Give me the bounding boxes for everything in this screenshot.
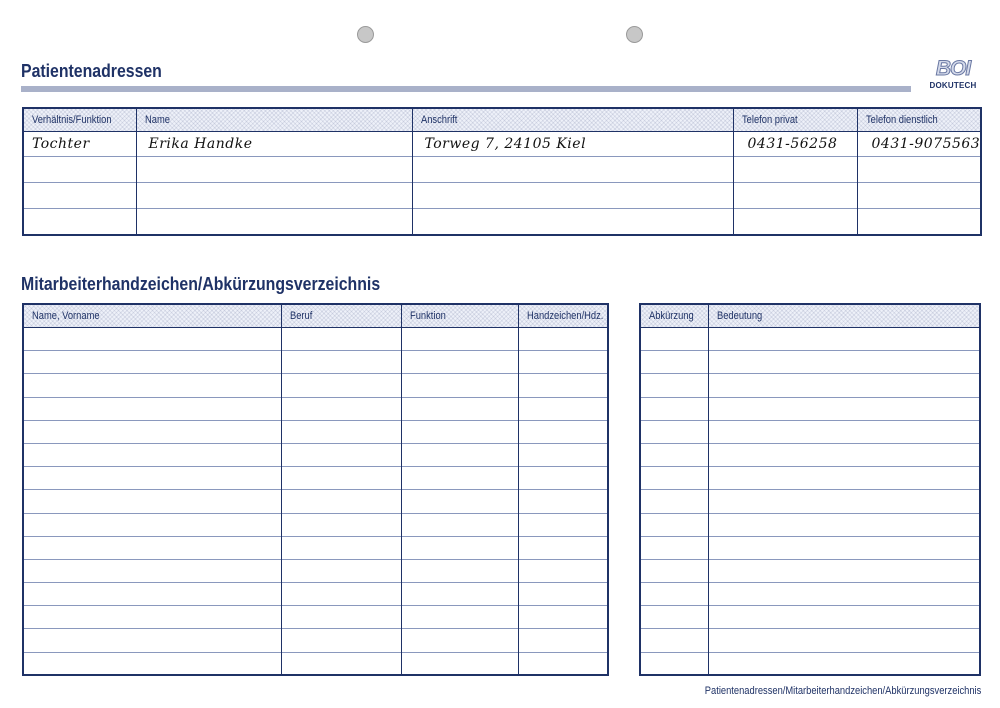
cell-function[interactable]	[401, 629, 518, 652]
cell-relationship[interactable]	[23, 157, 136, 183]
brand-logo	[924, 58, 982, 96]
cell-function[interactable]	[401, 559, 518, 582]
cell-initials[interactable]	[518, 606, 608, 629]
table-row	[640, 420, 980, 443]
table-row	[640, 559, 980, 582]
table-row	[23, 397, 608, 420]
cell-abbreviation[interactable]	[640, 374, 708, 397]
table-row	[640, 467, 980, 490]
cell-meaning[interactable]	[708, 397, 980, 420]
cell-initials[interactable]	[518, 374, 608, 397]
table-row	[23, 490, 608, 513]
cell-address[interactable]	[412, 209, 733, 235]
cell-function[interactable]	[401, 490, 518, 513]
cell-initials[interactable]	[518, 513, 608, 536]
cell-phone-private[interactable]	[733, 183, 857, 209]
cell-profession[interactable]	[281, 328, 401, 351]
cell-abbreviation[interactable]	[640, 467, 708, 490]
cell-initials[interactable]	[518, 328, 608, 351]
column-header-meaning: Bedeutung	[708, 304, 980, 328]
cell-abbreviation[interactable]	[640, 490, 708, 513]
table-row	[640, 629, 980, 652]
cell-phone-private[interactable]: 0431-56258	[733, 132, 857, 157]
cell-abbreviation[interactable]	[640, 583, 708, 606]
cell-profession[interactable]	[281, 397, 401, 420]
cell-phone-private[interactable]	[733, 157, 857, 183]
column-header-relationship: Verhältnis/Funktion	[23, 108, 136, 132]
cell-profession[interactable]	[281, 467, 401, 490]
table-row	[640, 374, 980, 397]
cell-meaning[interactable]	[708, 443, 980, 466]
cell-initials[interactable]	[518, 351, 608, 374]
cell-function[interactable]	[401, 443, 518, 466]
cell-address[interactable]: Torweg 7, 24105 Kiel	[412, 132, 733, 157]
cell-meaning[interactable]	[708, 629, 980, 652]
cell-meaning[interactable]	[708, 374, 980, 397]
cell-name[interactable]: Erika Handke	[136, 132, 412, 157]
cell-profession[interactable]	[281, 652, 401, 675]
cell-phone-business[interactable]	[857, 157, 981, 183]
cell-initials[interactable]	[518, 467, 608, 490]
table-row	[23, 606, 608, 629]
cell-meaning[interactable]	[708, 328, 980, 351]
cell-phone-private[interactable]	[733, 209, 857, 235]
table-row	[23, 374, 608, 397]
table-row	[640, 397, 980, 420]
column-header-full-name: Name, Vorname	[23, 304, 281, 328]
cell-abbreviation[interactable]	[640, 420, 708, 443]
table-row	[23, 583, 608, 606]
cell-function[interactable]	[401, 652, 518, 675]
table-header-row	[23, 304, 608, 328]
cell-full-name[interactable]	[23, 397, 281, 420]
table-row	[23, 443, 608, 466]
cell-address[interactable]	[412, 183, 733, 209]
cell-full-name[interactable]	[23, 536, 281, 559]
cell-abbreviation[interactable]	[640, 443, 708, 466]
cell-initials[interactable]	[518, 629, 608, 652]
cell-profession[interactable]	[281, 559, 401, 582]
cell-initials[interactable]	[518, 490, 608, 513]
table-row	[23, 328, 608, 351]
cell-initials[interactable]	[518, 443, 608, 466]
cell-full-name[interactable]	[23, 490, 281, 513]
section-title-staff-abbreviations: Mitarbeiterhandzeichen/Abkürzungsverzeichnis	[21, 274, 381, 294]
table-row	[23, 209, 981, 235]
column-header-function: Funktion	[401, 304, 518, 328]
table-row	[23, 652, 608, 675]
cell-profession[interactable]	[281, 536, 401, 559]
cell-function[interactable]	[401, 583, 518, 606]
cell-function[interactable]	[401, 328, 518, 351]
table-row	[23, 559, 608, 582]
title-rule-bar	[21, 86, 911, 92]
cell-name[interactable]	[136, 183, 412, 209]
column-header-name: Name	[136, 108, 412, 132]
cell-meaning[interactable]	[708, 467, 980, 490]
column-header-address: Anschrift	[412, 108, 733, 132]
cell-function[interactable]	[401, 420, 518, 443]
cell-abbreviation[interactable]	[640, 397, 708, 420]
column-header-initials: Handzeichen/Hdz.	[518, 304, 608, 328]
cell-initials[interactable]	[518, 583, 608, 606]
column-header-abbreviation: Abkürzung	[640, 304, 708, 328]
cell-meaning[interactable]	[708, 536, 980, 559]
cell-meaning[interactable]	[708, 513, 980, 536]
cell-profession[interactable]	[281, 443, 401, 466]
cell-abbreviation[interactable]	[640, 536, 708, 559]
cell-function[interactable]	[401, 606, 518, 629]
cell-full-name[interactable]	[23, 374, 281, 397]
cell-full-name[interactable]	[23, 559, 281, 582]
abbreviation-table	[639, 303, 981, 676]
cell-function[interactable]	[401, 374, 518, 397]
column-header-profession: Beruf	[281, 304, 401, 328]
cell-full-name[interactable]	[23, 629, 281, 652]
cell-profession[interactable]	[281, 629, 401, 652]
punch-hole-right	[626, 26, 643, 43]
cell-abbreviation[interactable]	[640, 559, 708, 582]
cell-initials[interactable]	[518, 536, 608, 559]
table-row	[23, 157, 981, 183]
cell-meaning[interactable]	[708, 351, 980, 374]
cell-full-name[interactable]	[23, 467, 281, 490]
cell-profession[interactable]	[281, 606, 401, 629]
table-header-row	[640, 304, 980, 328]
logo-subtitle: DOKUTECH	[929, 81, 977, 90]
cell-function[interactable]	[401, 513, 518, 536]
cell-full-name[interactable]	[23, 583, 281, 606]
table-header-row	[23, 108, 981, 132]
column-header-phone-business: Telefon dienstlich	[857, 108, 981, 132]
cell-full-name[interactable]	[23, 420, 281, 443]
cell-phone-business[interactable]	[857, 183, 981, 209]
table-row	[23, 420, 608, 443]
cell-abbreviation[interactable]	[640, 328, 708, 351]
cell-initials[interactable]	[518, 420, 608, 443]
cell-relationship[interactable]	[23, 209, 136, 235]
cell-initials[interactable]	[518, 397, 608, 420]
cell-function[interactable]	[401, 351, 518, 374]
cell-abbreviation[interactable]	[640, 513, 708, 536]
cell-meaning[interactable]	[708, 420, 980, 443]
table-row	[640, 606, 980, 629]
table-row	[640, 490, 980, 513]
cell-name[interactable]	[136, 209, 412, 235]
cell-function[interactable]	[401, 397, 518, 420]
column-header-phone-private: Telefon privat	[733, 108, 857, 132]
table-row	[23, 467, 608, 490]
cell-phone-business[interactable]: 0431-9075563	[857, 132, 981, 157]
cell-profession[interactable]	[281, 351, 401, 374]
footer-caption: Patientenadressen/Mitarbeiterhandzeichen/Abkürzungsverzeichnis	[704, 685, 981, 697]
cell-abbreviation[interactable]	[640, 652, 708, 675]
logo-wordmark: BOI	[935, 57, 971, 80]
cell-meaning[interactable]	[708, 583, 980, 606]
cell-initials[interactable]	[518, 559, 608, 582]
patient-address-table	[22, 107, 982, 236]
table-row	[640, 652, 980, 675]
cell-full-name[interactable]	[23, 513, 281, 536]
punch-hole-left	[357, 26, 374, 43]
cell-full-name[interactable]	[23, 443, 281, 466]
cell-full-name[interactable]	[23, 606, 281, 629]
table-row	[640, 536, 980, 559]
table-row	[23, 513, 608, 536]
staff-initials-table	[22, 303, 609, 676]
table-row	[640, 583, 980, 606]
cell-profession[interactable]	[281, 583, 401, 606]
table-row	[23, 351, 608, 374]
cell-meaning[interactable]	[708, 606, 980, 629]
cell-name[interactable]	[136, 157, 412, 183]
cell-function[interactable]	[401, 467, 518, 490]
cell-full-name[interactable]	[23, 351, 281, 374]
cell-meaning[interactable]	[708, 559, 980, 582]
cell-abbreviation[interactable]	[640, 606, 708, 629]
table-row	[23, 132, 981, 157]
cell-abbreviation[interactable]	[640, 351, 708, 374]
table-row	[23, 536, 608, 559]
cell-full-name[interactable]	[23, 328, 281, 351]
cell-relationship[interactable]	[23, 183, 136, 209]
cell-profession[interactable]	[281, 420, 401, 443]
table-row	[640, 513, 980, 536]
cell-address[interactable]	[412, 157, 733, 183]
table-row	[23, 629, 608, 652]
cell-meaning[interactable]	[708, 490, 980, 513]
cell-meaning[interactable]	[708, 652, 980, 675]
table-row	[640, 443, 980, 466]
cell-function[interactable]	[401, 536, 518, 559]
table-row	[640, 328, 980, 351]
cell-profession[interactable]	[281, 490, 401, 513]
table-row	[640, 351, 980, 374]
cell-profession[interactable]	[281, 374, 401, 397]
cell-full-name[interactable]	[23, 652, 281, 675]
cell-initials[interactable]	[518, 652, 608, 675]
cell-relationship[interactable]: Tochter	[32, 136, 90, 152]
section-title-patient-addresses: Patientenadressen	[21, 61, 162, 81]
table-row	[23, 183, 981, 209]
cell-abbreviation[interactable]	[640, 629, 708, 652]
cell-profession[interactable]	[281, 513, 401, 536]
cell-phone-business[interactable]	[857, 209, 981, 235]
